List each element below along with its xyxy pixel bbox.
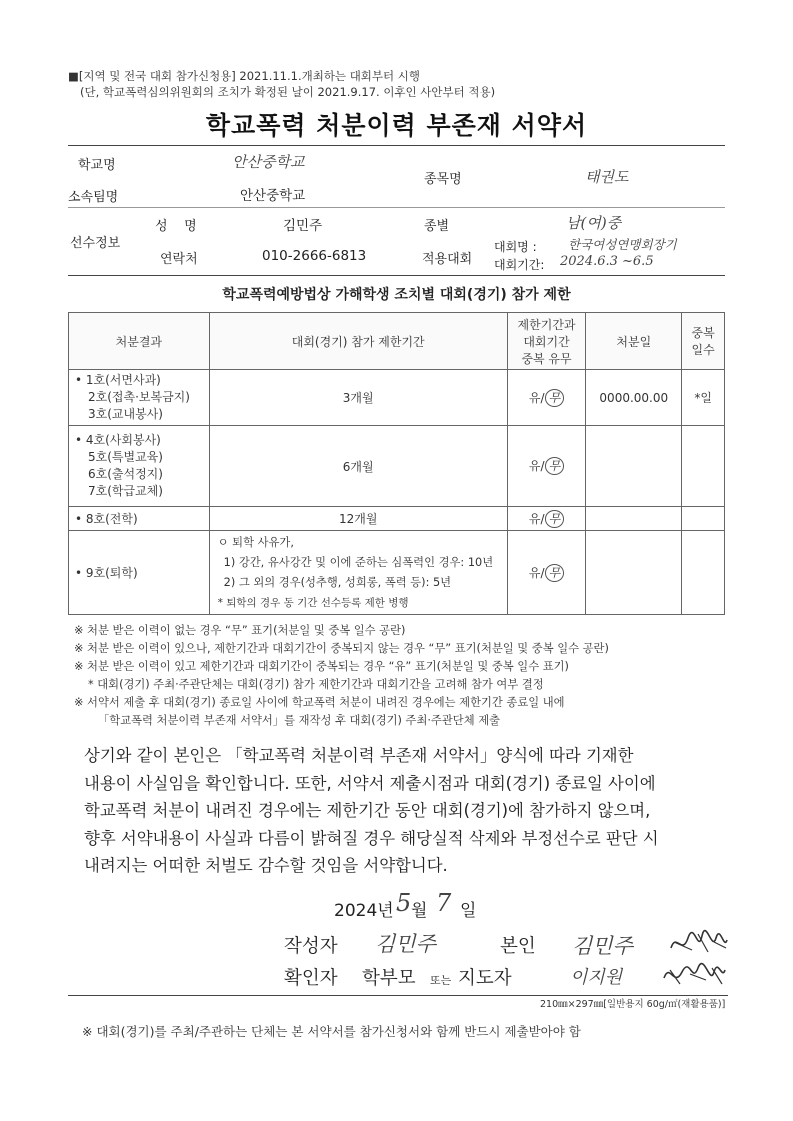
header-days-2: 일수 [691, 343, 715, 357]
table-row [69, 507, 725, 531]
note-4: * 대회(경기) 주최·주관단체는 대회(경기) 참가 제한기간과 대회기간을 고려해 참가 여부 결정 [88, 678, 544, 691]
date-day: 7 [436, 889, 452, 917]
item-5ho: 5호(특별교육) [88, 450, 163, 464]
header-overlap-1: 제한기간과 [517, 317, 576, 332]
school-label: 학교명 [78, 158, 116, 173]
row3-period: 12개월 [209, 507, 507, 531]
comp-period-label: 대회기간: [494, 258, 545, 272]
item-7ho: 7호(학급교체) [88, 484, 163, 498]
confirmer-signature-scribble [662, 960, 728, 990]
row1-days: *일 [682, 370, 725, 426]
comp-name-label: 대회명 : [494, 240, 537, 254]
table-row [69, 426, 725, 507]
comp-name-value: 한국여성연맹회장기 [568, 237, 677, 252]
writer-label: 작성자 [284, 936, 338, 957]
header-days [682, 313, 725, 370]
header-days-1: 중복 [691, 326, 715, 340]
row1-overlap [507, 370, 586, 426]
statement-line-2: 내용이 사실임을 확인합니다. 또한, 서약서 제출시점과 대회(경기) 종료일 사이에 [84, 773, 656, 793]
expel-note: * 퇴학의 경우 동 기간 선수등록 제한 병행 [217, 596, 409, 609]
header-overlap-3: 중복 유무 [521, 351, 572, 366]
player-info-label: 선수정보 [70, 236, 121, 251]
info-top-border [68, 145, 725, 146]
writer-signature-scribble [668, 928, 730, 958]
self-label: 본인 [500, 936, 536, 957]
row1-date: 0000.00.00 [586, 370, 682, 426]
date-day-label: 일 [460, 901, 477, 921]
header-line-2: (단, 학교폭력심의위원회의 조치가 확정된 날이 2021.9.17. 이후인 사안부터 적용) [80, 85, 496, 99]
header-result: 처분결과 [69, 313, 210, 370]
info-divider [68, 207, 725, 208]
row3-overlap-yes: 유/ [528, 511, 545, 526]
row3-overlap-no: 무 [545, 510, 565, 528]
row2-date [586, 426, 682, 507]
row3-result: • 8호(전학) [69, 507, 210, 531]
row2-period: 6개월 [209, 426, 507, 507]
row1-overlap-yes: 유/ [528, 390, 545, 405]
event-value: 태권도 [585, 168, 629, 186]
contact-value: 010-2666-6813 [262, 248, 367, 264]
contact-label: 연락처 [160, 252, 198, 267]
gender-value: 남(여)중 [566, 214, 622, 232]
writer-name: 김민주 [375, 932, 436, 956]
statement-line-4: 향후 서약내용이 사실과 다름이 밝혀질 경우 해당실적 삭제와 부정선수로 판단 시 [84, 828, 659, 848]
expel-case-2: 2) 그 외의 경우(성추행, 성희롱, 폭력 등): 5년 [223, 575, 452, 589]
item-1ho: • 1호(서면사과) [75, 373, 161, 387]
expel-reason: ㅇ 퇴학 사유가, [217, 535, 294, 549]
leader-label: 지도자 [458, 968, 512, 989]
item-2ho: 2호(접촉·보복금지) [88, 390, 190, 404]
row4-days [682, 531, 725, 615]
row2-result [69, 426, 210, 507]
table-row [69, 531, 725, 615]
row4-overlap [507, 531, 586, 615]
row4-overlap-yes: 유/ [528, 565, 545, 580]
note-2: ※ 처분 받은 이력이 있으나, 제한기간과 대회기간이 중복되지 않는 경우 “무” 표기(처분일 및 중복 일수 공란) [74, 642, 609, 655]
row1-period: 3개월 [209, 370, 507, 426]
school-value: 안산중학교 [232, 153, 305, 171]
row4-date [586, 531, 682, 615]
date-month: 5 [396, 889, 412, 917]
row4-result: • 9호(퇴학) [69, 531, 210, 615]
row1-overlap-no: 무 [545, 389, 565, 407]
item-6ho: 6호(출석정지) [88, 467, 163, 481]
expel-case-1: 1) 강간, 유사강간 및 이에 준하는 심폭력인 경우: 10년 [223, 555, 494, 569]
restriction-subtitle: 학교폭력예방법상 가해학생 조치별 대회(경기) 참가 제한 [222, 287, 571, 303]
confirmer-label: 확인자 [284, 968, 338, 989]
statement-line-3: 학교폭력 처분이 내려진 경우에는 제한기간 동안 대회(경기)에 참가하지 않으며, [84, 801, 651, 820]
header-line-1: ■[지역 및 전국 대회 참가신청용] 2021.11.1.개최하는 대회부터 시행 [68, 69, 421, 83]
item-3ho: 3호(교내봉사) [88, 407, 163, 421]
event-label: 종목명 [424, 172, 462, 187]
note-3: ※ 처분 받은 이력이 있고 제한기간과 대회기간이 중복되는 경우 “유” 표기(처분일 및 중복 일수 표기) [74, 660, 569, 673]
name-label: 성 명 [155, 219, 197, 234]
comp-period-value: 2024.6.3 ~6.5 [560, 254, 654, 269]
note-1: ※ 처분 받은 이력이 없는 경우 “무” 표기(처분일 및 중복 일수 공란) [74, 624, 406, 637]
info-bottom-border [68, 275, 725, 276]
final-note: ※ 대회(경기)를 주최/주관하는 단체는 본 서약서를 참가신청서와 함께 반드시 제출받아야 함 [82, 1024, 581, 1039]
paper-spec: 210㎜×297㎜[일반용지 60g/㎡(재활용품)] [540, 999, 726, 1010]
header-overlap-2: 대회기간 [523, 334, 570, 349]
header-overlap [507, 313, 586, 370]
row4-period [209, 531, 507, 615]
header-date: 처분일 [586, 313, 682, 370]
row2-overlap-yes: 유/ [528, 459, 545, 473]
pledge-statement [84, 742, 724, 880]
document-title: 학교폭력 처분이력 부존재 서약서 [205, 111, 588, 140]
row1-result [69, 370, 210, 426]
team-label: 소속팀명 [68, 190, 119, 205]
confirmer-name: 이지원 [570, 967, 623, 988]
restriction-table [68, 312, 725, 615]
item-4ho: • 4호(사회봉사) [75, 433, 161, 447]
note-5: ※ 서약서 제출 후 대회(경기) 종료일 사이에 학교폭력 처분이 내려진 경우에는 제한기간 종료일 내에 [74, 696, 565, 709]
name-value: 김민주 [283, 218, 323, 234]
row4-overlap-no: 무 [545, 564, 565, 582]
self-name: 김민주 [572, 934, 633, 958]
row3-date [586, 507, 682, 531]
statement-line-5: 내려지는 어떠한 처벌도 감수할 것임을 서약합니다. [84, 856, 448, 875]
row3-days [682, 507, 725, 531]
date-month-label: 월 [411, 901, 428, 921]
or-label: 또는 [430, 974, 452, 987]
row2-overlap-no: 무 [545, 457, 565, 475]
header-period: 대회(경기) 참가 제한기간 [209, 313, 507, 370]
note-6: 「학교폭력 처분이력 부존재 서약서」를 재작성 후 대회(경기) 주최·주관단체 제출 [98, 714, 501, 727]
gender-label: 종별 [424, 219, 450, 234]
competition-label: 적용대회 [422, 252, 473, 267]
date-year: 2024년 [334, 901, 394, 921]
statement-line-1: 상기와 같이 본인은 「학교폭력 처분이력 부존재 서약서」양식에 따라 기재한 [84, 746, 634, 765]
team-value: 안산중학교 [240, 188, 306, 204]
table-row [69, 370, 725, 426]
row3-overlap [507, 507, 586, 531]
row2-overlap [507, 426, 586, 507]
row2-days [682, 426, 725, 507]
parent-label: 학부모 [362, 968, 416, 989]
table-header-row [69, 313, 725, 370]
